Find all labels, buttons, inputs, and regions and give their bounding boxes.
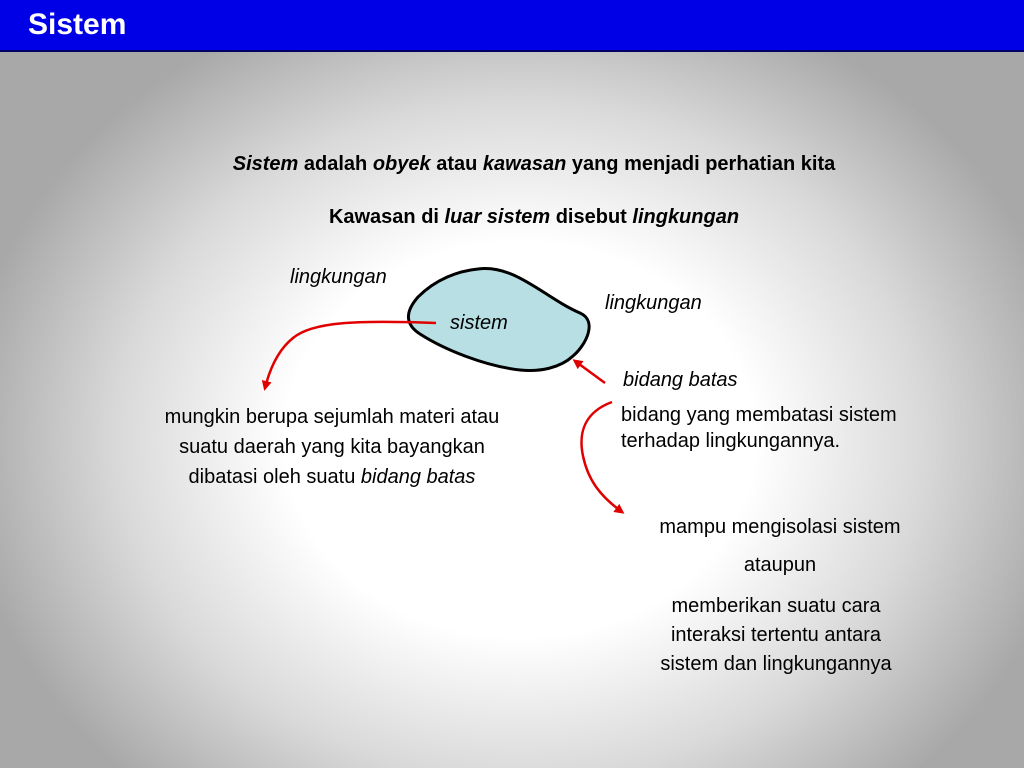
boundary-definition — [621, 402, 897, 454]
term-luar-sistem: luar sistem — [444, 206, 551, 228]
term-kawasan: kawasan — [482, 153, 567, 175]
capability-1: mampu mengisolasi sistem — [659, 516, 901, 538]
arrow-to-system-description — [265, 322, 436, 388]
boundary-definition-line-2: terhadap lingkungannya. — [621, 430, 841, 452]
label-system: sistem — [450, 312, 508, 334]
system-description-line-3-italic: bidang batas — [360, 466, 476, 488]
capability-2-line-3: sistem dan lingkungannya — [660, 653, 892, 675]
label-boundary: bidang batas — [623, 369, 738, 391]
text-atau: atau — [430, 153, 483, 175]
capability-2 — [606, 592, 946, 679]
capability-2-line-2: interaksi tertentu antara — [670, 624, 882, 646]
system-description-line-3-text: dibatasi oleh suatu — [188, 466, 361, 488]
term-sistem: Sistem — [232, 153, 299, 175]
capability-2-line-1: memberikan suatu cara — [671, 595, 881, 617]
system-description-line-1: mungkin berupa sejumlah materi atau — [164, 406, 500, 428]
label-environment-right: lingkungan — [605, 292, 702, 314]
label-environment-left: lingkungan — [290, 266, 387, 288]
term-lingkungan: lingkungan — [632, 206, 740, 228]
arrow-to-boundary — [575, 361, 605, 383]
boundary-definition-line-1: bidang yang membatasi sistem — [621, 404, 897, 426]
text-adalah: adalah — [298, 153, 373, 175]
arrow-to-capabilities — [582, 402, 622, 512]
text-perhatian: yang menjadi perhatian kita — [566, 153, 836, 175]
capability-or: ataupun — [743, 554, 817, 576]
text-disebut: disebut — [550, 206, 633, 228]
slide-title: Sistem — [28, 8, 127, 41]
system-description-line-2: suatu daerah yang kita bayangkan — [179, 436, 485, 458]
system-description-line-3 — [110, 462, 554, 492]
term-obyek: obyek — [372, 153, 431, 175]
text-kawasan-di: Kawasan di — [328, 206, 445, 228]
system-description — [110, 402, 554, 492]
